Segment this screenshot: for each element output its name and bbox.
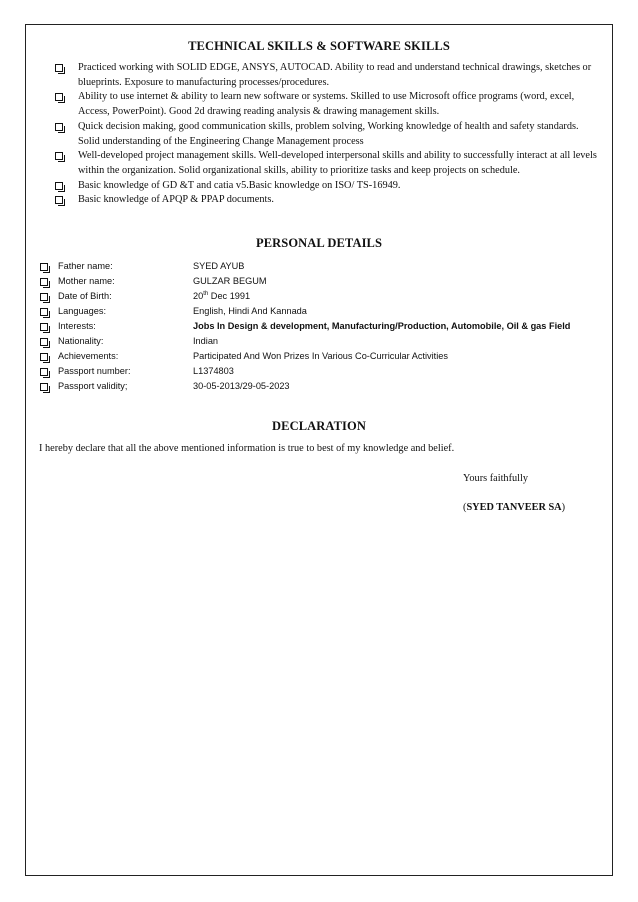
detail-value: Indian xyxy=(193,336,219,346)
detail-label: Father name: xyxy=(58,261,113,271)
detail-value: Jobs In Design & development, Manufacturing/Production, Automobile, Oil & gas Field xyxy=(193,321,571,331)
personal-details-heading: PERSONAL DETAILS xyxy=(255,236,383,250)
checkbox-bullet-icon xyxy=(55,182,63,190)
detail-row-interests xyxy=(40,319,610,334)
checkbox-bullet-icon xyxy=(40,338,48,346)
signature-name: (SYED TANVEER SA) xyxy=(463,502,566,513)
checkbox-bullet-icon xyxy=(40,323,48,331)
detail-value: SYED AYUB xyxy=(193,261,245,271)
declaration-heading: DECLARATION xyxy=(272,419,366,433)
checkbox-bullet-icon xyxy=(55,196,63,204)
detail-label: Nationality: xyxy=(58,336,104,346)
detail-label: Date of Birth: xyxy=(58,291,112,301)
checkbox-bullet-icon xyxy=(40,293,48,301)
detail-value: English, Hindi And Kannada xyxy=(193,306,307,316)
list-item: Quick decision making, good communication skills, problem solving, Working knowledge of health and safety standards. Solid understanding of the Engineering Change Management process xyxy=(54,120,602,149)
list-item: Basic knowledge of APQP & PPAP documents. xyxy=(54,193,602,208)
detail-value: 20th Dec 1991 xyxy=(193,290,251,301)
checkbox-bullet-icon xyxy=(55,152,63,160)
detail-label: Achievements: xyxy=(58,351,119,361)
detail-value: L1374803 xyxy=(193,366,234,376)
checkbox-bullet-icon xyxy=(40,383,48,391)
list-item: Practiced working with SOLID EDGE, ANSYS, AUTOCAD. Ability to read and understand technical drawings, sketches or blueprints. Exposure to manufacturing processes/procedures. xyxy=(54,61,602,90)
checkbox-bullet-icon xyxy=(40,353,48,361)
detail-label: Interests: xyxy=(58,321,96,331)
detail-row-mother xyxy=(40,274,610,289)
detail-value: 30-05-2013/29-05-2023 xyxy=(193,381,290,391)
detail-label: Mother name: xyxy=(58,276,115,286)
checkbox-bullet-icon xyxy=(40,278,48,286)
technical-skills-list xyxy=(54,61,602,208)
technical-skills-heading: TECHNICAL SKILLS & SOFTWARE SKILLS xyxy=(188,39,450,53)
detail-label: Passport validity; xyxy=(58,381,128,391)
signoff-text: Yours faithfully xyxy=(463,473,529,484)
checkbox-bullet-icon xyxy=(55,93,63,101)
checkbox-bullet-icon xyxy=(55,123,63,131)
checkbox-bullet-icon xyxy=(55,64,63,72)
detail-row-nationality xyxy=(40,334,610,349)
detail-label: Languages: xyxy=(58,306,107,316)
checkbox-bullet-icon xyxy=(40,368,48,376)
list-item: Basic knowledge of GD &T and catia v5.Basic knowledge on ISO/ TS-16949. xyxy=(54,179,602,194)
declaration-text: I hereby declare that all the above mentioned information is true to best of my knowledge and belief. xyxy=(39,443,455,454)
detail-row-achievements xyxy=(40,349,610,364)
detail-row-passport-number xyxy=(40,364,610,379)
detail-row-languages xyxy=(40,304,610,319)
list-item: Ability to use internet & ability to learn new software or systems. Skilled to use Microsoft office programs (word, excel, Access, PowerPoint). Good 2d drawing reading analysis & drawing management skills. xyxy=(54,90,602,119)
detail-row-dob xyxy=(40,289,610,304)
detail-row-father xyxy=(40,259,610,274)
detail-label: Passport number: xyxy=(58,366,131,376)
detail-value: Participated And Won Prizes In Various Co-Curricular Activities xyxy=(193,351,448,361)
list-item: Well-developed project management skills. Well-developed interpersonal skills and ability to successfully interact at all levels within the organization. Solid organizational skills, ability to prioritize tasks and keep projects on schedule. xyxy=(54,149,602,178)
checkbox-bullet-icon xyxy=(40,308,48,316)
personal-details-list xyxy=(40,259,610,394)
detail-row-passport-validity xyxy=(40,379,610,394)
checkbox-bullet-icon xyxy=(40,263,48,271)
detail-value: GULZAR BEGUM xyxy=(193,276,267,286)
